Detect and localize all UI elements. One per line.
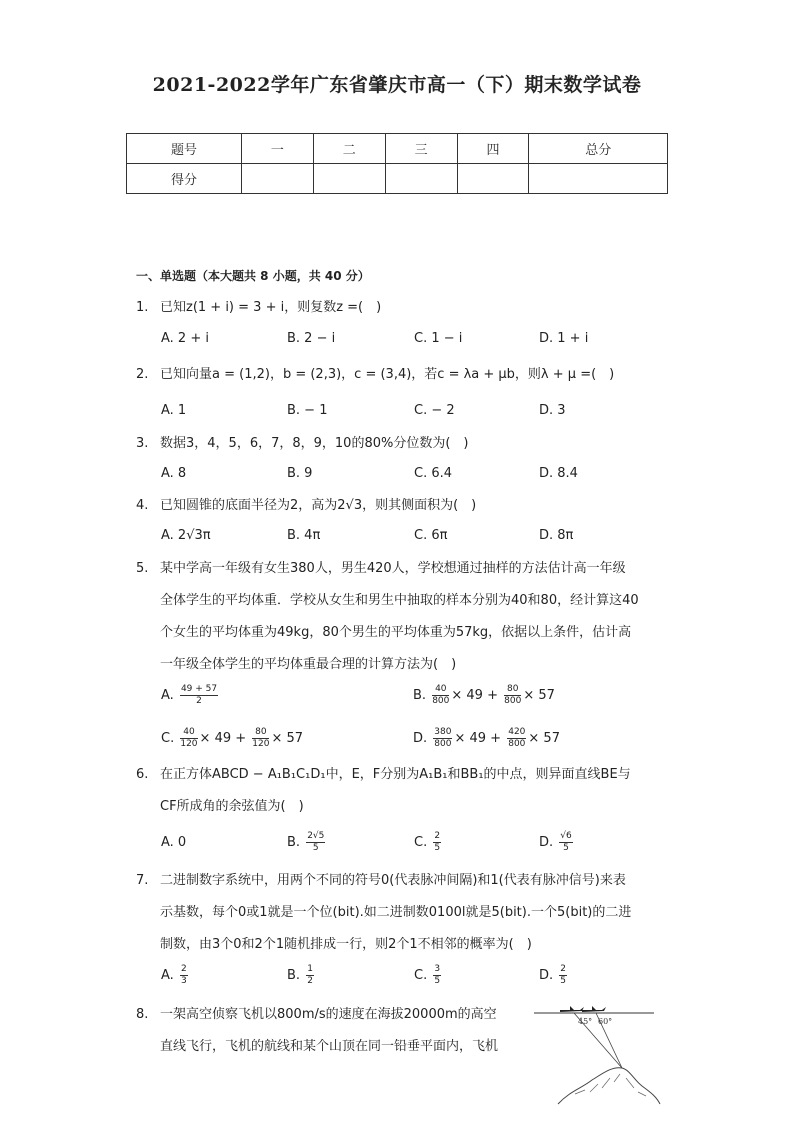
fraction: $\frac{3}{5}$ xyxy=(434,964,441,986)
fraction: $\frac{1}{2}$ xyxy=(307,964,313,986)
question-number: 1. xyxy=(136,300,149,315)
score-header-cell: 一 xyxy=(242,134,314,164)
fraction: $\frac{420}{800}$ xyxy=(508,727,526,749)
question-number: 5. xyxy=(136,561,149,576)
plane-icon xyxy=(560,1006,584,1012)
question-text-line: 一架高空侦察飞机以800m/s的速度在海拔20000m的高空 xyxy=(160,1007,497,1022)
option-a: A. 1 xyxy=(161,403,187,418)
question-number: 8. xyxy=(136,1007,149,1022)
question-text-line: 个女生的平均体重为49kg，80个男生的平均体重为57kg，依据以上条件，估计高 xyxy=(160,625,632,640)
option-b: B. $\frac{40}{800}$ × 49 + $\frac{80}{800}$ × 57 xyxy=(413,684,555,706)
exam-title: 2021-2022学年广东省肇庆市高一（下）期末数学试卷 xyxy=(152,74,642,96)
question-text: 已知圆锥的底面半径为2，高为2√3，则其侧面积为( ) xyxy=(160,498,477,513)
question-text-line: 示基数，每个0或1就是一个位(bit).如二进制数0100l就是5(bit).一个5(bit)的二进 xyxy=(160,905,632,920)
question-3 xyxy=(136,428,656,460)
option-a: A. 8 xyxy=(161,466,187,481)
question-number: 3. xyxy=(136,436,149,451)
option-c: C. $\frac{40}{120}$ × 49 + $\frac{80}{120}$ × 57 xyxy=(161,727,304,749)
question-text-line: 某中学高一年级有女生380人，男生420人，学校想通过抽样的方法估计高一年级 xyxy=(160,561,626,576)
question-7 xyxy=(136,865,656,961)
question-4 xyxy=(136,490,656,522)
question-1 xyxy=(136,292,656,324)
option-b: B. 9 xyxy=(287,466,313,481)
score-header-cell: 三 xyxy=(385,134,457,164)
score-cell[interactable] xyxy=(313,164,385,194)
fraction: $\frac{2√5}{5}$ xyxy=(307,831,325,853)
score-table-header-row xyxy=(127,134,668,164)
score-header-cell: 二 xyxy=(313,134,385,164)
question-text: 已知z(1 + i) = 3 + i，则复数z =( ) xyxy=(160,300,382,315)
option-b: B. 4π xyxy=(287,528,321,543)
question-text: 已知向量a = (1,2)，b = (2,3)，c = (3,4)，若c = λa + μb，则λ + μ =( ) xyxy=(160,367,615,382)
question-text-line: CF所成角的余弦值为( ) xyxy=(160,799,304,814)
option-a: A. 2√3π xyxy=(161,528,211,543)
option-a: A. $\frac{49 + 57}{2}$ xyxy=(161,684,218,706)
question-text-line: 二进制数字系统中，用两个不同的符号0(代表脉冲间隔)和1(代表有脉冲信号)来表 xyxy=(160,873,626,888)
fraction: $\frac{2}{3}$ xyxy=(180,964,187,986)
question-5 xyxy=(136,553,656,681)
question-2 xyxy=(136,359,656,391)
option-c: C. $\frac{3}{5}$ xyxy=(414,964,441,986)
question-text-line: 一年级全体学生的平均体重最合理的计算方法为( ) xyxy=(160,657,457,672)
score-cell[interactable] xyxy=(457,164,529,194)
score-cell[interactable] xyxy=(385,164,457,194)
option-d: D. 8π xyxy=(539,528,574,543)
fraction: $\frac{49 + 57}{2}$ xyxy=(180,684,218,706)
angle-label: 60° xyxy=(598,1017,613,1026)
option-a: A. 2 + i xyxy=(161,331,209,346)
option-a: A. 0 xyxy=(161,835,187,850)
fraction: $\frac{380}{800}$ xyxy=(434,727,452,749)
question-text-line: 全体学生的平均体重．学校从女生和男生中抽取的样本分别为40和80，经计算这40 xyxy=(160,593,639,608)
fraction: $\frac{40}{120}$ xyxy=(180,727,198,749)
option-c: C. 1 − i xyxy=(414,331,463,346)
question-number: 6. xyxy=(136,767,149,782)
question-8 xyxy=(136,999,516,1063)
plane-icon xyxy=(582,1006,606,1012)
section-heading: 一、单选题（本大题共 8 小题，共 40 分） xyxy=(136,269,370,283)
option-b: B. − 1 xyxy=(287,403,328,418)
score-cell[interactable] xyxy=(242,164,314,194)
score-cell[interactable] xyxy=(529,164,668,194)
option-b: B. $\frac{2√5}{5}$ xyxy=(287,831,325,853)
score-header-cell: 四 xyxy=(457,134,529,164)
question-text-line: 制数，由3个0和2个1随机排成一行，则2个1不相邻的概率为( ) xyxy=(160,937,532,952)
score-header-cell: 题号 xyxy=(127,134,242,164)
score-table-score-row xyxy=(127,164,668,194)
plane-mountain-figure xyxy=(530,996,670,1106)
option-c: C. 6.4 xyxy=(414,466,453,481)
score-header-cell: 总分 xyxy=(529,134,668,164)
fraction: $\frac{2}{5}$ xyxy=(434,831,441,853)
question-number: 2. xyxy=(136,367,149,382)
score-table xyxy=(126,133,668,194)
option-c: C. − 2 xyxy=(414,403,455,418)
mountain-outline xyxy=(558,1068,660,1104)
score-row-label: 得分 xyxy=(127,164,242,194)
question-number: 7. xyxy=(136,873,149,888)
question-text-line: 直线飞行，飞机的航线和某个山顶在同一铅垂平面内，飞机 xyxy=(160,1039,499,1054)
fraction: $\frac{2}{5}$ xyxy=(560,964,567,986)
option-d: D. $\frac{380}{800}$ × 49 + $\frac{420}{800}$ × 57 xyxy=(413,727,560,749)
angle-label: 45° xyxy=(578,1017,593,1026)
option-d: D. 8.4 xyxy=(539,466,578,481)
option-d: D. 3 xyxy=(539,403,566,418)
fraction: $\frac{80}{120}$ xyxy=(252,727,270,749)
fraction: $\frac{40}{800}$ xyxy=(432,684,450,706)
fraction: $\frac{√6}{5}$ xyxy=(560,831,572,853)
option-c: C. 6π xyxy=(414,528,448,543)
question-number: 4. xyxy=(136,498,149,513)
option-d: D. 1 + i xyxy=(539,331,589,346)
option-b: B. 2 − i xyxy=(287,331,336,346)
fraction: $\frac{80}{800}$ xyxy=(504,684,522,706)
option-d: D. $\frac{√6}{5}$ xyxy=(539,831,572,853)
question-text-line: 在正方体ABCD − A₁B₁C₁D₁中，E，F分别为A₁B₁和BB₁的中点，则异面直线BE与 xyxy=(160,767,631,782)
option-c: C. $\frac{2}{5}$ xyxy=(414,831,441,853)
question-text: 数据3，4，5，6，7，8，9，10的80%分位数为( ) xyxy=(160,436,469,451)
option-b: B. $\frac{1}{2}$ xyxy=(287,964,313,986)
option-d: D. $\frac{2}{5}$ xyxy=(539,964,567,986)
option-a: A. $\frac{2}{3}$ xyxy=(161,964,187,986)
mountain-hatching xyxy=(575,1074,646,1096)
question-6 xyxy=(136,759,656,823)
